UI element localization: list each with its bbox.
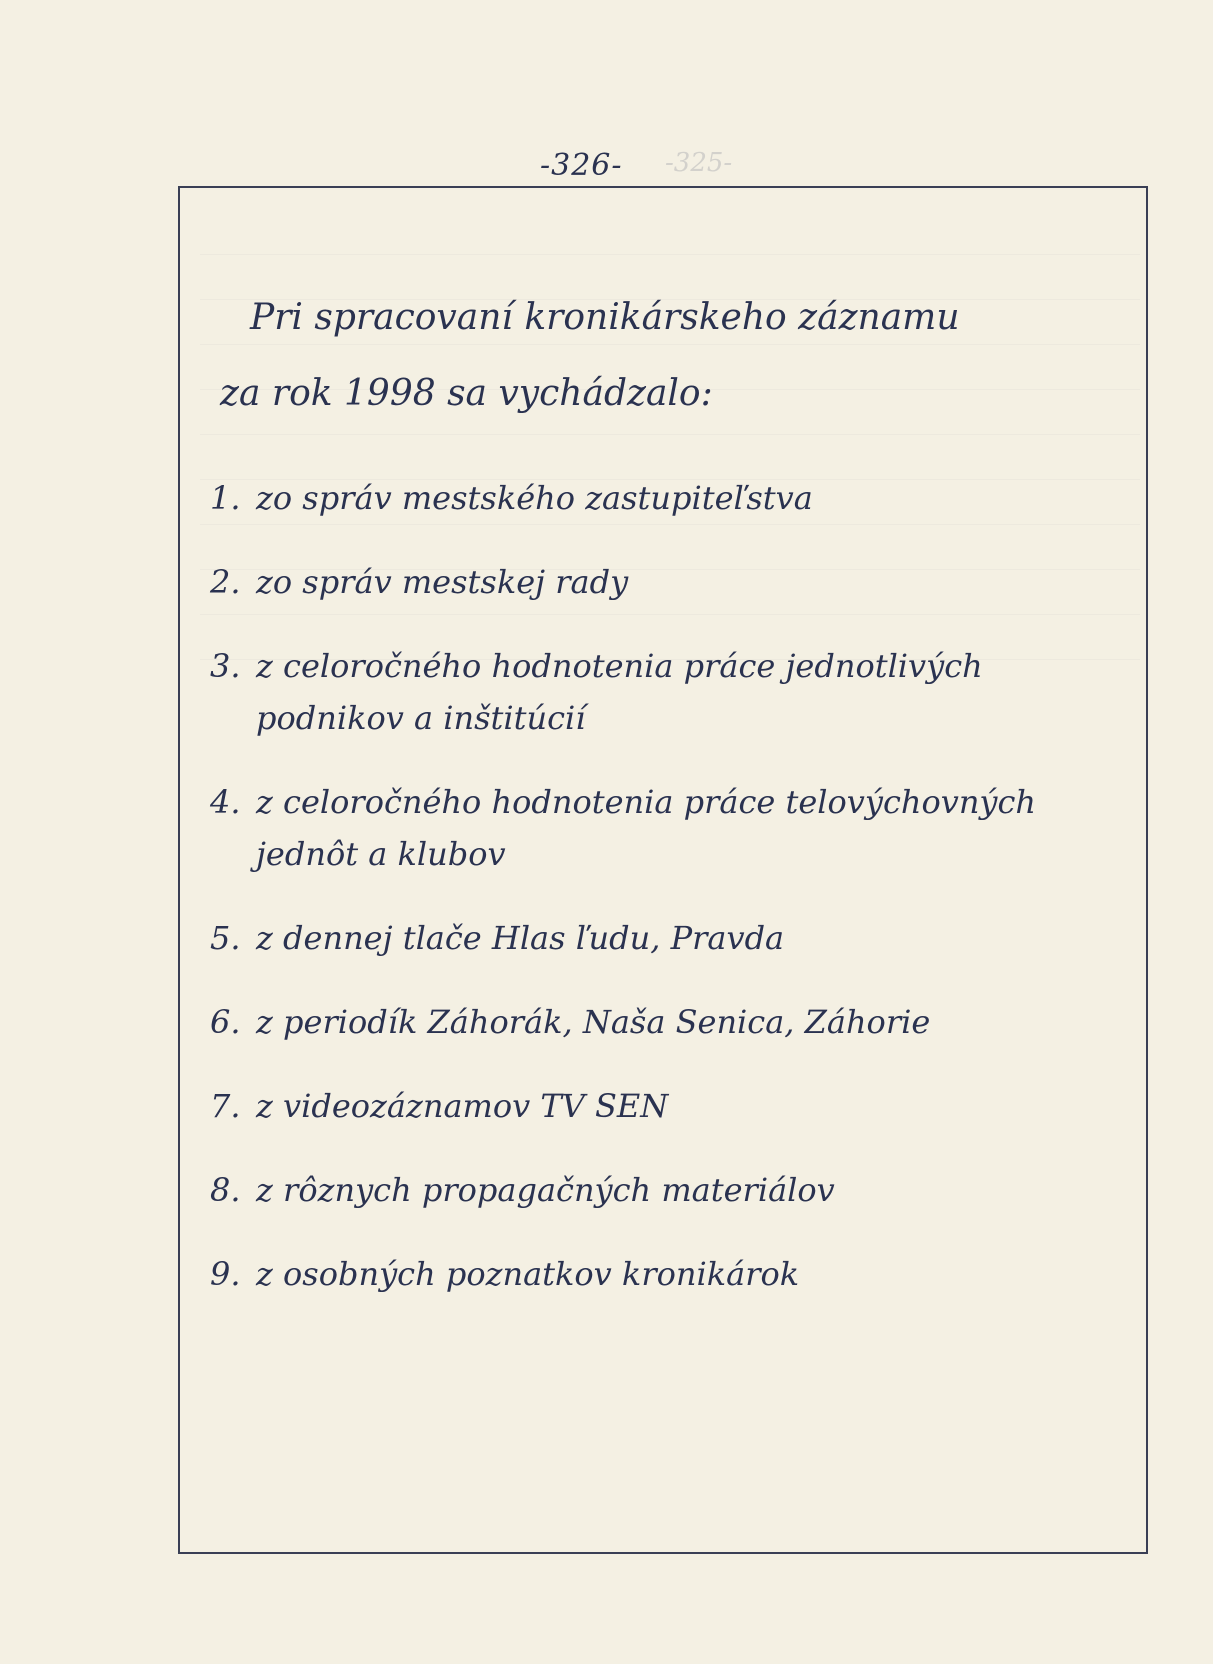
item-text: z periodík Záhorák, Naša Senica, Záhorie [256, 1003, 931, 1041]
item-text: z celoročného hodnotenia práce telovýchovných jednôt a klubov [256, 783, 1037, 873]
item-number: 6. [210, 1003, 241, 1041]
list-item [210, 1080, 1130, 1132]
item-text: z dennej tlače Hlas ľudu, Pravda [256, 919, 785, 957]
item-number: 4. [210, 783, 241, 821]
chronicle-sources-section [210, 290, 1130, 1332]
list-item [210, 472, 1130, 524]
item-text: z osobných poznatkov kronikárok [256, 1255, 800, 1293]
item-text: zo správ mestskej rady [256, 563, 629, 601]
sources-list [210, 472, 1130, 1300]
list-item [210, 1248, 1130, 1300]
heading-line-2: za rok 1998 sa vychádzalo: [220, 373, 713, 414]
item-text: z videozáznamov TV SEN [256, 1087, 669, 1125]
item-text: z celoročného hodnotenia práce jednotlivých podnikov a inštitúcií [256, 647, 983, 737]
list-item [210, 996, 1130, 1048]
page-number: -326- [540, 148, 623, 183]
item-number: 1. [210, 479, 241, 517]
list-item [210, 556, 1130, 608]
list-item [210, 640, 1130, 744]
item-number: 8. [210, 1171, 241, 1209]
list-item [210, 1164, 1130, 1216]
item-number: 7. [210, 1087, 241, 1125]
bleed-through-page-number: -325- [665, 148, 733, 178]
list-item [210, 776, 1130, 880]
list-item [210, 912, 1130, 964]
item-number: 5. [210, 919, 241, 957]
item-text: zo správ mestského zastupiteľstva [256, 479, 813, 517]
item-number: 9. [210, 1255, 241, 1293]
item-number: 3. [210, 647, 241, 685]
item-number: 2. [210, 563, 241, 601]
heading-line-1: Pri spracovaní kronikárskeho záznamu [250, 297, 960, 338]
item-text: z rôznych propagačných materiálov [256, 1171, 835, 1209]
